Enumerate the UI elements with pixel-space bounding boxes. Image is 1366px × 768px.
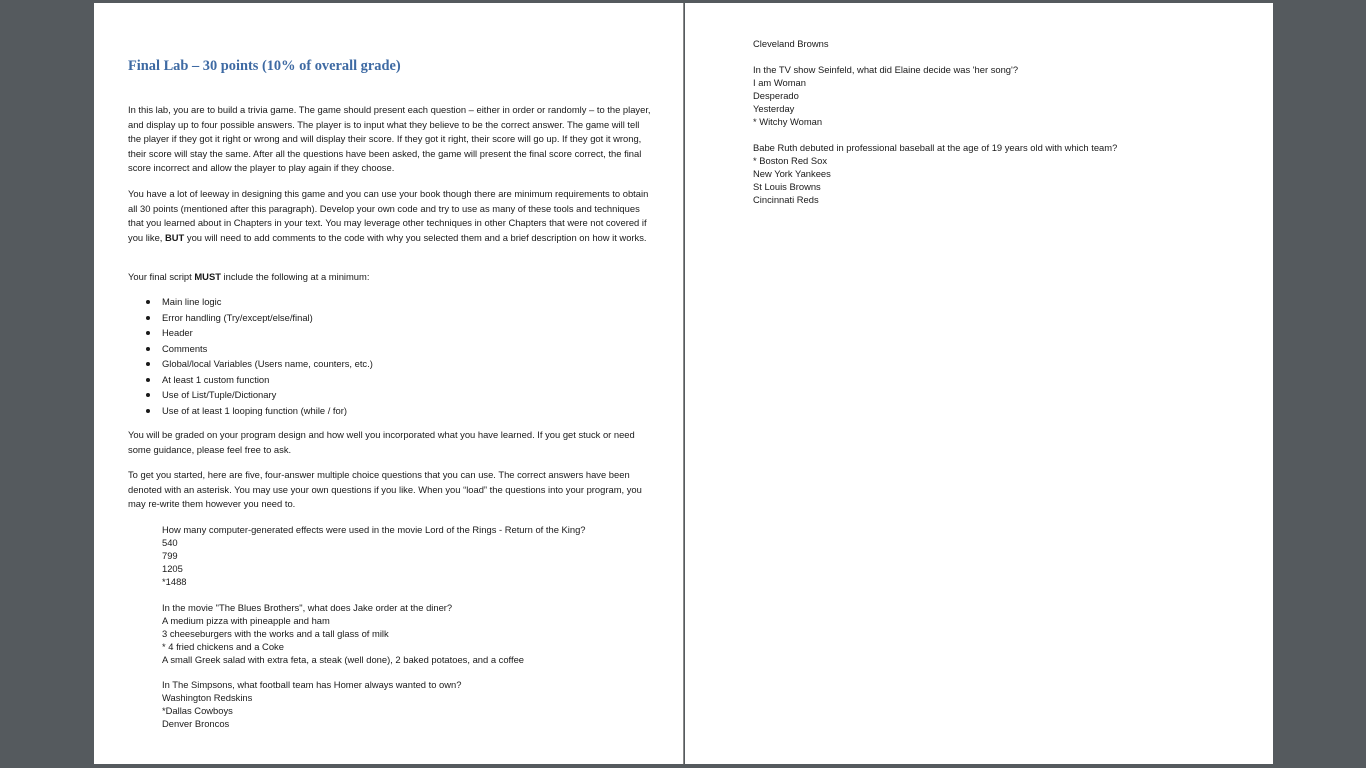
answer-option: * Boston Red Sox: [753, 155, 828, 166]
leeway-text-1: You have a lot of leeway in designing this game and you can use your book though there are minimum requirements to obtain all 30 points (mentioned after this paragraph). Develop your own code and try to use as many of these tools and techniques that you learned about in Chapters in your text. You may leverage other techniques in other Chapters that were not covered if you like,: [128, 188, 649, 243]
bullet-icon: [146, 378, 150, 382]
question-text: How many computer-generated effects were used in the movie Lord of the Rings - Return of the King?: [162, 524, 586, 535]
requirement-item: Error handling (Try/except/else/final): [144, 310, 373, 326]
answer-option: 799: [162, 550, 178, 561]
started-paragraph: To get you started, here are five, four-answer multiple choice questions that you can use. The correct answers have been denoted with an asterisk. You may use your own questions if you like. When you “load” the questions into your program, you may re-write them however you need to.: [128, 469, 642, 510]
bullet-icon: [146, 362, 150, 366]
question-block: [753, 141, 1117, 206]
leeway-paragraph: [128, 187, 652, 245]
answer-option: New York Yankees: [753, 168, 831, 179]
answer-option: Washington Redskins: [162, 692, 253, 703]
question-block: [162, 601, 524, 666]
requirements-intro: [128, 270, 652, 285]
answer-option: *1488: [162, 576, 187, 587]
bullet-icon: [146, 409, 150, 413]
continued-answer-block: [753, 37, 829, 50]
graded-paragraph: You will be graded on your program design and how well you incorporated what you have learned. If you get stuck or need some guidance, please feel free to ask.: [128, 429, 635, 455]
bullet-icon: [146, 347, 150, 351]
bullet-icon: [146, 331, 150, 335]
answer-option: * 4 fried chickens and a Coke: [162, 641, 284, 652]
requirement-item: Use of at least 1 looping function (while / for): [144, 403, 373, 419]
question-text: In The Simpsons, what football team has Homer always wanted to own?: [162, 679, 462, 690]
answer-option: A medium pizza with pineapple and ham: [162, 615, 330, 626]
answer-option: 3 cheeseburgers with the works and a tall glass of milk: [162, 628, 389, 639]
requirement-item: Global/local Variables (Users name, counters, etc.): [144, 356, 373, 372]
requirements-text-2: include the following at a minimum:: [220, 271, 370, 282]
lab-title: Final Lab – 30 points (10% of overall grade): [128, 58, 401, 74]
requirement-item: At least 1 custom function: [144, 372, 373, 388]
question-block: [162, 678, 461, 730]
requirement-item: Comments: [144, 341, 373, 357]
question-text: In the movie "The Blues Brothers", what does Jake order at the diner?: [162, 602, 453, 613]
answer-option: *Dallas Cowboys: [162, 705, 233, 716]
requirements-text-1: Your final script: [128, 271, 195, 282]
document-page-left: [94, 3, 684, 764]
question-text: Babe Ruth debuted in professional baseball at the age of 19 years old with which team?: [753, 142, 1118, 153]
requirements-list: [144, 294, 373, 418]
requirement-item: Use of List/Tuple/Dictionary: [144, 387, 373, 403]
answer-option: Denver Broncos: [162, 718, 230, 729]
question-block: [162, 523, 586, 588]
answer-option: Desperado: [753, 90, 799, 101]
answer-option: I am Woman: [753, 77, 806, 88]
answer-option: 540: [162, 537, 178, 548]
bullet-icon: [146, 316, 150, 320]
document-page-right: [685, 3, 1273, 764]
intro-paragraph: In this lab, you are to build a trivia game. The game should present each question – either in order or randomly – to the player, and display up to four possible answers. The player is to input what they believe to be the correct answer. The game will tell the player if they got it right or wrong and will display their score. If they got it right, their score will go up. If they got it wrong, their score will stay the same. After all the questions have been asked, the game will present the final score correct, the final score incorrect and allow the player to play again if they choose.: [128, 104, 651, 174]
bullet-icon: [146, 300, 150, 304]
requirements-bold-text: MUST: [194, 271, 221, 282]
requirement-item: Main line logic: [144, 294, 373, 310]
answer-option: Cincinnati Reds: [753, 194, 819, 205]
answer-option: Yesterday: [753, 103, 795, 114]
leeway-text-2: you will need to add comments to the code with why you selected them and a brief description on how it works.: [184, 231, 647, 243]
answer-option: 1205: [162, 563, 183, 574]
answer-option: A small Greek salad with extra feta, a steak (well done), 2 baked potatoes, and a coffee: [162, 654, 525, 665]
answer-option: St Louis Browns: [753, 181, 821, 192]
bullet-icon: [146, 393, 150, 397]
question-block: [753, 63, 1018, 128]
answer-option: * Witchy Woman: [753, 116, 823, 127]
leeway-bold-text: BUT: [165, 231, 185, 243]
requirement-item: Header: [144, 325, 373, 341]
answer-option: Cleveland Browns: [753, 38, 829, 49]
question-text: In the TV show Seinfeld, what did Elaine decide was 'her song'?: [753, 64, 1019, 75]
